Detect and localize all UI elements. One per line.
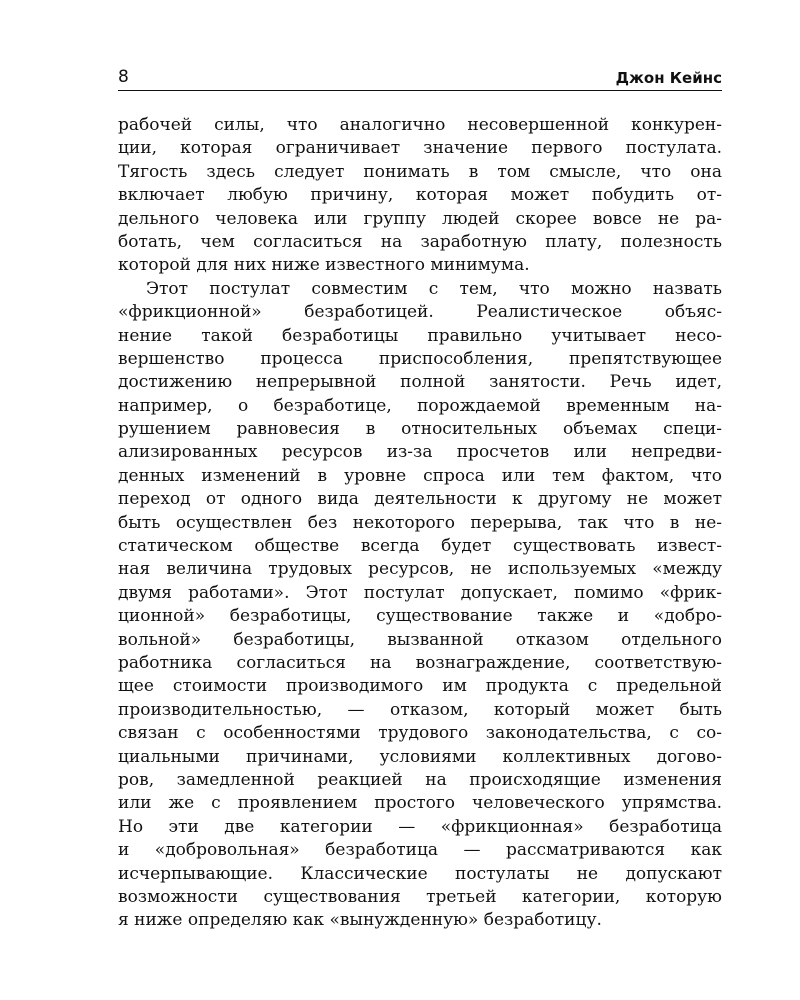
- text-line: циальными причинами, условиями коллективных догово-: [118, 746, 722, 767]
- text-line: Тягость здесь следует понимать в том смысле, что она: [118, 161, 722, 182]
- text-line: Но эти две категории — «фрикционная» безработица: [118, 816, 722, 837]
- text-line: включает любую причину, которая может побудить от-: [118, 185, 722, 206]
- text-line: быть осуществлен без некоторого перерыва, так что в не-: [118, 512, 722, 533]
- text-line: вольной» безработицы, вызванной отказом отдельного: [118, 629, 722, 650]
- text-line: ционной» безработицы, существование также и «добро-: [118, 606, 722, 627]
- paragraph: [118, 114, 722, 278]
- text-line: щее стоимости производимого им продукта с предельной: [118, 676, 722, 697]
- body-text: [118, 114, 722, 933]
- text-line: Этот постулат совместим с тем, что можно назвать: [146, 278, 722, 299]
- text-line: возможности существования третьей категории, которую: [118, 886, 722, 907]
- book-page: [118, 0, 722, 1000]
- text-line: рабочей силы, что аналогично несовершенной конкурен-: [118, 115, 722, 135]
- text-line: или же с проявлением простого человеческого упрямства.: [118, 793, 722, 814]
- text-line: вершенство процесса приспособления, препятствующее: [118, 348, 722, 369]
- text-line: ализированных ресурсов из-за просчетов или непредви-: [118, 442, 722, 463]
- page-header: [118, 66, 722, 91]
- text-line: «фрикционной» безработицей. Реалистическое объяс-: [118, 302, 722, 323]
- text-line: достижению непрерывной полной занятости. Речь идет,: [118, 372, 722, 393]
- text-line: двумя работами». Этот постулат допускает, помимо «фрик-: [118, 582, 722, 603]
- text-line: нение такой безработицы правильно учитывает несо-: [118, 325, 722, 346]
- text-line: ботать, чем согласиться на заработную плату, полезность: [118, 231, 722, 252]
- running-title: Джон Кейнс: [615, 69, 722, 87]
- text-line: и «добровольная» безработица — рассматриваются как: [118, 840, 722, 861]
- text-line: работника согласиться на вознаграждение, соответствую-: [118, 652, 722, 673]
- text-line: ная величина трудовых ресурсов, не используемых «между: [118, 559, 722, 580]
- text-line: ров, замедленной реакцией на происходящие изменения: [118, 769, 722, 790]
- page-number: 8: [118, 67, 129, 87]
- text-line: связан с особенностями трудового законодательства, с со-: [118, 723, 722, 744]
- text-line: которой для них ниже известного минимума.: [118, 255, 530, 276]
- text-line: дельного человека или группу людей скорее вовсе не ра-: [118, 208, 722, 229]
- text-line: исчерпывающие. Классические постулаты не допускают: [118, 863, 722, 884]
- text-line: рушением равновесия в относительных объемах специ-: [118, 419, 722, 440]
- text-line: статическом обществе всегда будет существовать извест-: [118, 536, 722, 557]
- text-line: например, о безработице, порождаемой временным на-: [118, 395, 722, 416]
- text-line: переход от одного вида деятельности к другому не может: [118, 489, 722, 510]
- text-line: я ниже определяю как «вынужденную» безработицу.: [118, 910, 602, 931]
- paragraph: [118, 278, 722, 933]
- text-line: денных изменений в уровне спроса или тем фактом, что: [118, 465, 722, 486]
- text-line: ции, которая ограничивает значение первого постулата.: [118, 138, 722, 159]
- text-line: производительностью, — отказом, который может быть: [118, 699, 722, 720]
